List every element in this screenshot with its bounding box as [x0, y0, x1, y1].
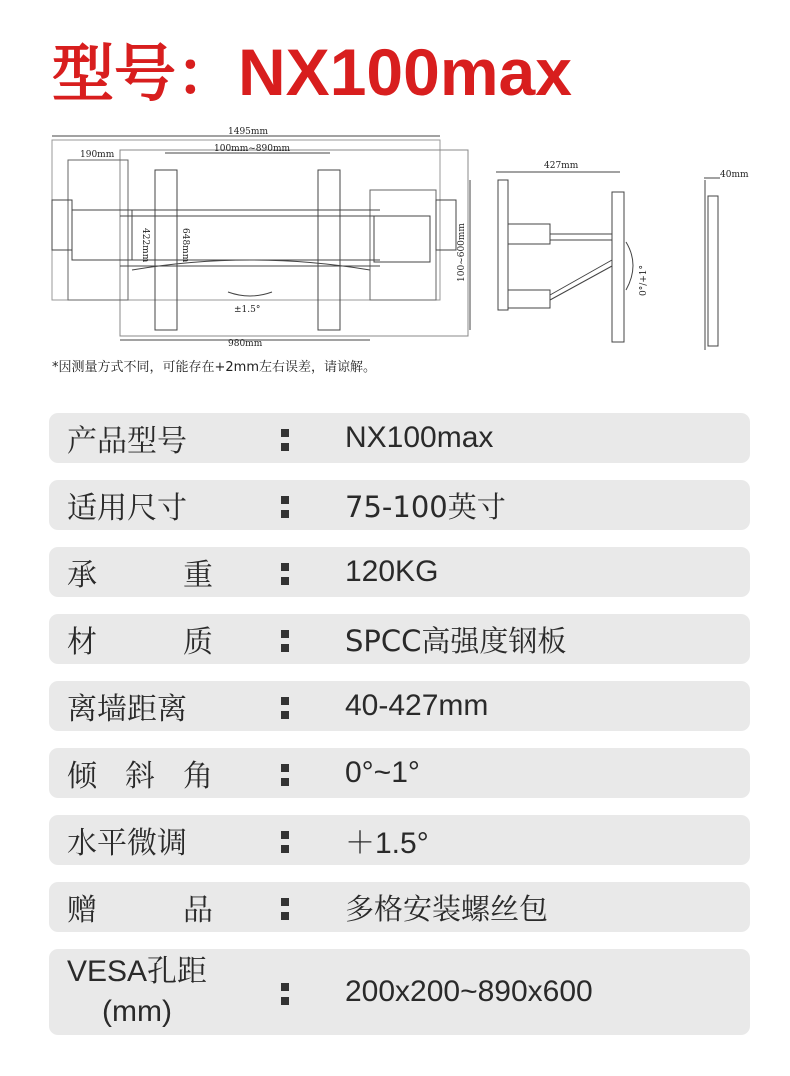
spec-value: 0°~1° — [345, 756, 420, 789]
colon-separator — [277, 624, 291, 654]
title-model: NX100max — [238, 35, 572, 109]
spec-label-line-1: VESA孔距 — [66, 955, 208, 988]
colon-separator — [277, 977, 291, 1007]
spec-label: 水平微调 — [67, 826, 187, 861]
spec-label-char-1: 承 — [67, 558, 97, 593]
spec-label — [67, 617, 213, 661]
spec-value: 75-100英寸 — [345, 489, 506, 524]
spec-label-char-1: 倾 — [67, 759, 97, 794]
dim-rotation: ±1.5° — [234, 305, 261, 315]
colon-separator — [277, 825, 291, 855]
spec-table — [49, 413, 750, 1052]
dimension-diagram — [0, 120, 790, 360]
spec-label: 产品型号 — [67, 424, 187, 459]
dim-tilt: 0°/+1° — [639, 264, 649, 296]
spec-label-char-3: 角 — [183, 759, 213, 794]
colon-separator — [277, 423, 291, 453]
spec-value: 120KG — [345, 555, 439, 588]
spec-row-size — [49, 480, 750, 530]
spec-label — [67, 751, 213, 795]
measurement-note: *因测量方式不同，可能存在+2mm左右误差，请谅解。 — [52, 360, 376, 375]
dim-depth: 427mm — [544, 161, 579, 171]
spec-label — [67, 885, 213, 929]
spec-label-line-2: (mm) — [102, 995, 172, 1028]
spec-label-char-2: 斜 — [125, 759, 155, 794]
colon-separator — [277, 758, 291, 788]
dim-height-648: 648mm — [180, 228, 190, 263]
spec-row-vesa — [49, 949, 750, 1035]
title-prefix: 型号： — [52, 37, 239, 110]
dim-total-width: 1495mm — [228, 127, 268, 137]
dim-height-422: 422mm — [140, 228, 150, 263]
spec-label — [57, 952, 217, 1032]
spec-label: 适用尺寸 — [67, 491, 187, 526]
spec-row-leveling — [49, 815, 750, 865]
colon-separator — [277, 490, 291, 520]
colon-separator — [277, 892, 291, 922]
spec-value: 40-427mm — [345, 689, 489, 722]
spec-label-char-2: 质 — [183, 625, 213, 660]
dim-bottom-width: 980mm — [228, 339, 263, 349]
spec-row-model — [49, 413, 750, 463]
dim-min-depth: 40mm — [720, 170, 749, 180]
product-model-title — [52, 34, 572, 112]
dim-left-offset: 190mm — [80, 150, 115, 160]
spec-value: ＋1.5° — [345, 827, 429, 860]
spec-value: NX100max — [345, 421, 494, 454]
spec-label-char-2: 重 — [183, 558, 213, 593]
spec-value: 多格安装螺丝包 — [345, 891, 549, 926]
spec-label-char-1: 材 — [67, 625, 97, 660]
spec-row-material — [49, 614, 750, 664]
dim-side-range: 100~600mm — [457, 223, 467, 282]
spec-value: SPCC高强度钢板 — [345, 623, 567, 658]
colon-separator — [277, 691, 291, 721]
spec-row-wall-distance — [49, 681, 750, 731]
spec-row-gift — [49, 882, 750, 932]
spec-label — [67, 550, 213, 594]
dim-vesa-range: 100mm~890mm — [214, 144, 291, 154]
spec-row-load — [49, 547, 750, 597]
spec-label-char-1: 赠 — [67, 893, 97, 928]
colon-separator — [277, 557, 291, 587]
spec-row-tilt — [49, 748, 750, 798]
spec-value: 200x200~890x600 — [345, 975, 593, 1008]
spec-label-char-2: 品 — [183, 893, 213, 928]
spec-label: 离墙距离 — [67, 692, 187, 727]
